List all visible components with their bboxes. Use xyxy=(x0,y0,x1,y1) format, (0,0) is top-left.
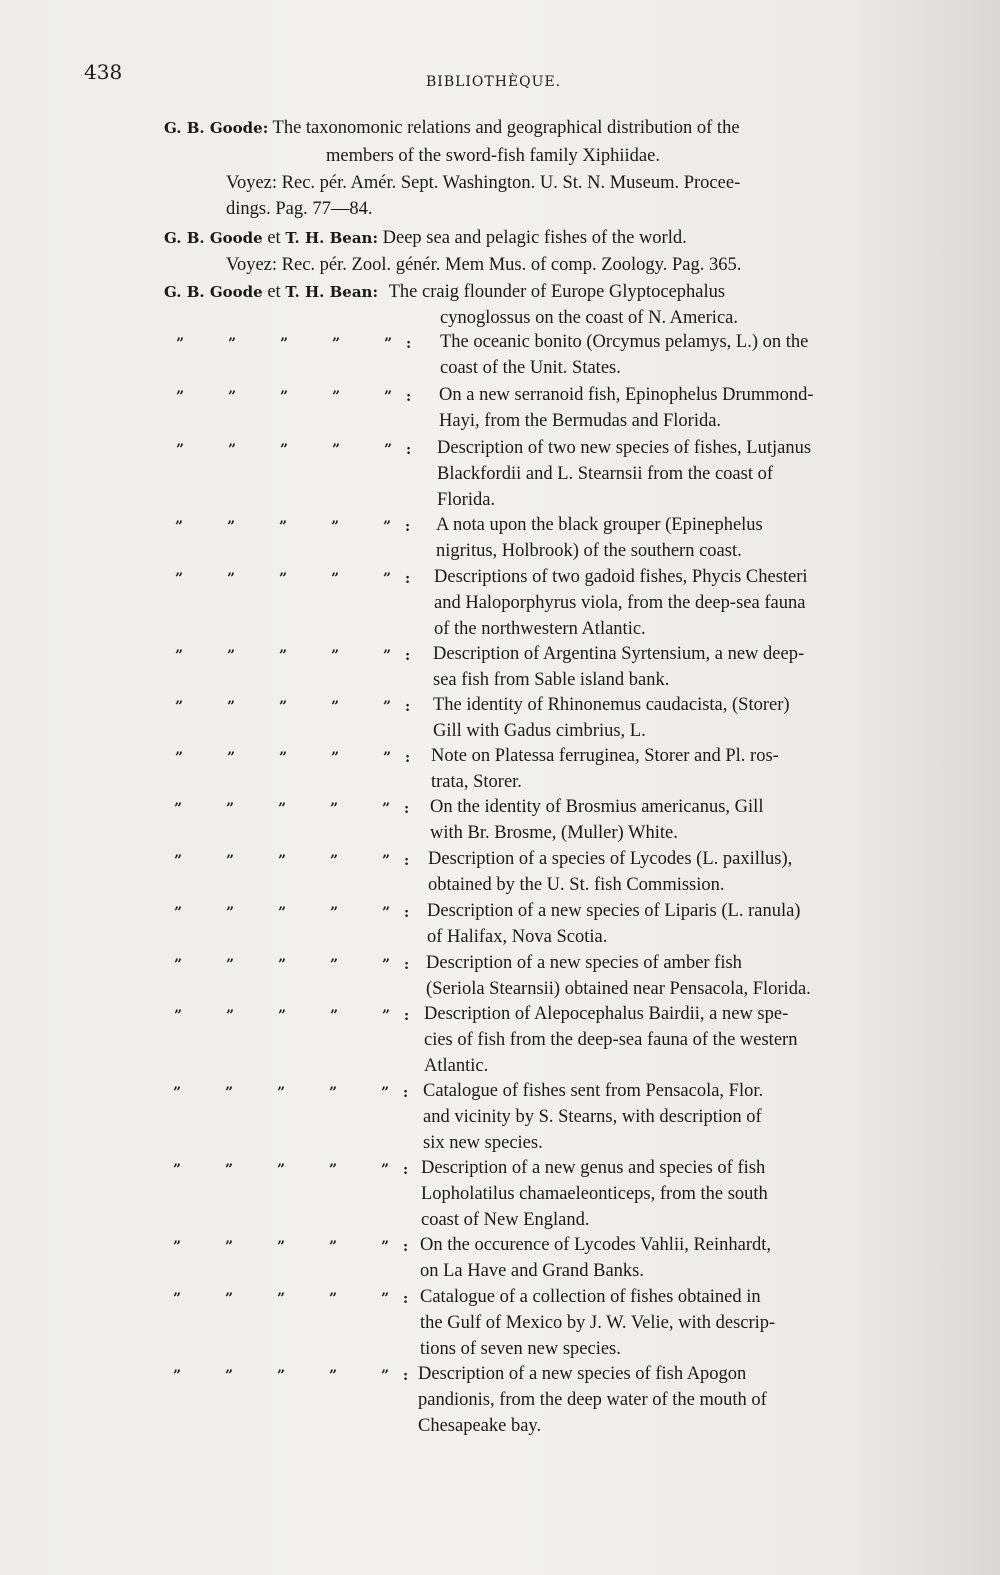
entry-title-line: Catalogue of a collection of fishes obtained in xyxy=(420,1287,761,1307)
ditto-mark: ” xyxy=(382,1008,391,1024)
ditto-mark: ” xyxy=(175,519,184,535)
entry-2-header xyxy=(164,228,687,249)
ditto-colon: : xyxy=(405,750,411,766)
entry-title-line: with Br. Brosme, (Muller) White. xyxy=(430,822,678,843)
ditto-mark: ” xyxy=(330,801,339,817)
entry-title-line: (Seriola Stearnsii) obtained near Pensacola, Florida. xyxy=(426,978,811,999)
ditto-mark: ” xyxy=(277,1085,286,1101)
ditto-mark: ” xyxy=(228,389,237,405)
ditto-marks xyxy=(174,853,456,869)
entry-title-line: cies of fish from the deep-sea fauna of the western xyxy=(424,1029,798,1050)
ditto-colon: : xyxy=(405,699,411,715)
entry-title-line: Note on Platessa ferruginea, Storer and Pl. ros- xyxy=(431,746,779,766)
ditto-mark: ” xyxy=(381,1085,390,1101)
ditto-marks xyxy=(175,648,457,664)
page-number: 438 xyxy=(84,60,123,84)
ditto-mark: ” xyxy=(330,957,339,973)
ditto-mark: ” xyxy=(332,336,341,352)
ditto-mark: ” xyxy=(173,1239,182,1255)
ditto-mark: ” xyxy=(226,801,235,817)
ditto-colon: : xyxy=(404,957,410,973)
entry-title-line: Description of Argentina Syrtensium, a new deep- xyxy=(433,644,805,664)
entry-title-line: A nota upon the black grouper (Epinephelus xyxy=(436,515,763,535)
entry-title-line: On a new serranoid fish, Epinophelus Drummond- xyxy=(439,385,814,405)
ditto-marks xyxy=(175,519,457,535)
ditto-marks xyxy=(173,1368,455,1384)
ditto-mark: ” xyxy=(280,336,289,352)
ditto-mark: ” xyxy=(278,957,287,973)
ditto-colon: : xyxy=(404,1008,410,1024)
entry-title-line: six new species. xyxy=(423,1132,543,1153)
ditto-mark: ” xyxy=(278,853,287,869)
ditto-mark: ” xyxy=(173,1085,182,1101)
ditto-mark: ” xyxy=(279,699,288,715)
entry-title-line: Hayi, from the Bermudas and Florida. xyxy=(439,410,722,431)
ditto-mark: ” xyxy=(331,750,340,766)
entry-title-line: and Haloporphyrus viola, from the deep-sea fauna xyxy=(434,592,806,613)
entry-title-line: the Gulf of Mexico by J. W. Velie, with descrip- xyxy=(420,1312,776,1333)
ditto-mark: ” xyxy=(227,699,236,715)
entry-title-line: Description of a new species of amber fish xyxy=(426,953,742,973)
ditto-mark: ” xyxy=(384,389,393,405)
ditto-colon: : xyxy=(403,1291,409,1307)
ditto-mark: ” xyxy=(176,442,185,458)
ditto-mark: ” xyxy=(383,519,392,535)
ditto-mark: ” xyxy=(277,1239,286,1255)
entry-title-line: Blackfordii and L. Stearnsii from the coast of xyxy=(437,463,773,484)
ditto-marks xyxy=(173,1085,455,1101)
ditto-mark: ” xyxy=(330,905,339,921)
ditto-mark: ” xyxy=(329,1085,338,1101)
ditto-mark: ” xyxy=(383,699,392,715)
entry-title-line: Lopholatilus chamaeleonticeps, from the south xyxy=(421,1183,768,1204)
ditto-mark: ” xyxy=(384,336,393,352)
ditto-mark: ” xyxy=(175,750,184,766)
entry-author: G. B. Goode: xyxy=(164,119,269,137)
ditto-colon: : xyxy=(406,336,412,352)
entry-3-header xyxy=(164,282,725,303)
ditto-mark: ” xyxy=(278,801,287,817)
ditto-mark: ” xyxy=(332,442,341,458)
ditto-mark: ” xyxy=(329,1291,338,1307)
ditto-mark: ” xyxy=(173,1291,182,1307)
entry-1-header xyxy=(164,118,740,139)
ditto-mark: ” xyxy=(225,1085,234,1101)
ditto-marks xyxy=(176,336,458,352)
running-head: BIBLIOTHÈQUE. xyxy=(426,74,562,90)
ditto-mark: ” xyxy=(329,1162,338,1178)
ditto-mark: ” xyxy=(174,1008,183,1024)
entry-title-line: The identity of Rhinonemus caudacista, (Storer) xyxy=(433,695,790,715)
ditto-mark: ” xyxy=(227,519,236,535)
entry-title-line: coast of the Unit. States. xyxy=(440,357,621,378)
ditto-colon: : xyxy=(404,853,410,869)
entry-title-line: Description of two new species of fishes, Lutjanus xyxy=(437,438,812,458)
ditto-mark: ” xyxy=(174,801,183,817)
ditto-mark: ” xyxy=(280,389,289,405)
ditto-mark: ” xyxy=(227,750,236,766)
ditto-marks xyxy=(174,1008,456,1024)
ditto-mark: ” xyxy=(173,1368,182,1384)
entry-author: T. H. Bean: xyxy=(285,283,378,301)
entry-title-line: Description of a new genus and species of fish xyxy=(421,1158,766,1178)
ditto-mark: ” xyxy=(329,1368,338,1384)
ditto-colon: : xyxy=(403,1368,409,1384)
ditto-mark: ” xyxy=(174,905,183,921)
entry-title-line: and vicinity by S. Stearns, with description of xyxy=(423,1106,762,1127)
entry-reference: Voyez: Rec. pér. Zool. génér. Mem Mus. of comp. Zoology. Pag. 365. xyxy=(226,255,742,275)
author-conjunction: et xyxy=(267,282,281,302)
ditto-mark: ” xyxy=(383,750,392,766)
entry-title-line: coast of New England. xyxy=(421,1209,590,1230)
ditto-mark: ” xyxy=(225,1291,234,1307)
ditto-marks xyxy=(175,571,457,587)
ditto-mark: ” xyxy=(278,1008,287,1024)
ditto-mark: ” xyxy=(331,699,340,715)
ditto-mark: ” xyxy=(383,571,392,587)
entry-title-line: Chesapeake bay. xyxy=(418,1415,542,1436)
ditto-mark: ” xyxy=(381,1239,390,1255)
entry-title-line: Description of a new species of Liparis (L. ranula) xyxy=(427,901,801,921)
entry-title-line: Catalogue of fishes sent from Pensacola, Flor. xyxy=(423,1081,764,1101)
ditto-marks xyxy=(176,389,458,405)
entry-title-line: Description of a species of Lycodes (L. paxillus), xyxy=(428,849,793,869)
ditto-marks xyxy=(175,750,457,766)
ditto-colon: : xyxy=(406,389,412,405)
ditto-mark: ” xyxy=(329,1239,338,1255)
ditto-mark: ” xyxy=(226,853,235,869)
ditto-mark: ” xyxy=(175,571,184,587)
ditto-mark: ” xyxy=(279,571,288,587)
entry-title-line: The taxonomonic relations and geographical distribution of the xyxy=(272,118,740,138)
ditto-marks xyxy=(174,957,456,973)
ditto-mark: ” xyxy=(279,750,288,766)
entry-title-line: Descriptions of two gadoid fishes, Phycis Chesteri xyxy=(434,567,808,587)
ditto-marks xyxy=(176,442,458,458)
entry-author: G. B. Goode xyxy=(164,229,263,247)
ditto-mark: ” xyxy=(175,699,184,715)
ditto-mark: ” xyxy=(175,648,184,664)
ditto-colon: : xyxy=(405,519,411,535)
ditto-colon: : xyxy=(405,648,411,664)
ditto-mark: ” xyxy=(332,389,341,405)
entry-title-line: On the identity of Brosmius americanus, Gill xyxy=(430,797,764,817)
ditto-colon: : xyxy=(404,905,410,921)
ditto-mark: ” xyxy=(330,853,339,869)
ditto-marks xyxy=(174,905,456,921)
ditto-mark: ” xyxy=(279,519,288,535)
ditto-mark: ” xyxy=(176,389,185,405)
ditto-mark: ” xyxy=(176,336,185,352)
ditto-mark: ” xyxy=(277,1368,286,1384)
entry-title-line: obtained by the U. St. fish Commission. xyxy=(428,874,725,895)
ditto-mark: ” xyxy=(227,571,236,587)
ditto-mark: ” xyxy=(174,853,183,869)
ditto-marks xyxy=(175,699,457,715)
ditto-mark: ” xyxy=(381,1162,390,1178)
entry-title-line: Description of Alepocephalus Bairdii, a new spe- xyxy=(424,1004,789,1024)
ditto-mark: ” xyxy=(331,519,340,535)
ditto-mark: ” xyxy=(227,648,236,664)
entry-title-line: pandionis, from the deep water of the mouth of xyxy=(418,1389,767,1410)
entry-author: T. H. Bean: xyxy=(285,229,378,247)
ditto-mark: ” xyxy=(382,957,391,973)
ditto-mark: ” xyxy=(383,648,392,664)
ditto-mark: ” xyxy=(225,1239,234,1255)
ditto-mark: ” xyxy=(330,1008,339,1024)
entry-title-line: Gill with Gadus cimbrius, L. xyxy=(433,720,646,741)
ditto-colon: : xyxy=(403,1239,409,1255)
ditto-colon: : xyxy=(405,571,411,587)
entry-title-line: The oceanic bonito (Orcymus pelamys, L.) on the xyxy=(440,332,809,352)
entry-author: G. B. Goode xyxy=(164,283,263,301)
ditto-mark: ” xyxy=(228,336,237,352)
entry-title-line: On the occurence of Lycodes Vahlii, Reinhardt, xyxy=(420,1235,772,1255)
entry-title-line: trata, Storer. xyxy=(431,771,522,792)
ditto-colon: : xyxy=(403,1162,409,1178)
entry-title-line: of the northwestern Atlantic. xyxy=(434,618,646,639)
ditto-mark: ” xyxy=(173,1162,182,1178)
entry-reference: Voyez: Rec. pér. Amér. Sept. Washington. U. St. N. Museum. Procee- xyxy=(226,173,741,193)
ditto-mark: ” xyxy=(226,957,235,973)
entry-title-line: Florida. xyxy=(437,489,496,510)
entry-title-line: Description of a new species of fish Apogon xyxy=(418,1364,747,1384)
ditto-marks xyxy=(173,1291,455,1307)
ditto-mark: ” xyxy=(331,571,340,587)
ditto-marks xyxy=(174,801,456,817)
ditto-mark: ” xyxy=(279,648,288,664)
entry-title-line: Atlantic. xyxy=(424,1055,489,1076)
ditto-marks xyxy=(173,1239,455,1255)
ditto-mark: ” xyxy=(228,442,237,458)
ditto-colon: : xyxy=(403,1085,409,1101)
ditto-mark: ” xyxy=(384,442,393,458)
entry-title-line: Deep sea and pelagic fishes of the world. xyxy=(382,228,687,248)
ditto-mark: ” xyxy=(381,1368,390,1384)
ditto-colon: : xyxy=(404,801,410,817)
ditto-mark: ” xyxy=(225,1368,234,1384)
entry-title-line: sea fish from Sable island bank. xyxy=(433,669,670,690)
ditto-marks xyxy=(173,1162,455,1178)
ditto-mark: ” xyxy=(331,648,340,664)
entry-title-line: members of the sword-fish family Xiphiidae. xyxy=(326,146,660,166)
ditto-mark: ” xyxy=(226,905,235,921)
ditto-mark: ” xyxy=(382,853,391,869)
ditto-mark: ” xyxy=(278,905,287,921)
entry-title-line: of Halifax, Nova Scotia. xyxy=(427,926,608,947)
entry-reference: dings. Pag. 77—84. xyxy=(226,199,373,219)
ditto-mark: ” xyxy=(381,1291,390,1307)
entry-title-line: nigritus, Holbrook) of the southern coast. xyxy=(436,540,742,561)
ditto-colon: : xyxy=(406,442,412,458)
ditto-mark: ” xyxy=(277,1162,286,1178)
ditto-mark: ” xyxy=(277,1291,286,1307)
entry-title-line: The craig flounder of Europe Glyptocephalus xyxy=(388,282,726,302)
ditto-mark: ” xyxy=(382,905,391,921)
entry-title-line: tions of seven new species. xyxy=(420,1338,621,1359)
entry-title-line: cynoglossus on the coast of N. America. xyxy=(440,308,738,328)
author-conjunction: et xyxy=(267,228,281,248)
ditto-mark: ” xyxy=(280,442,289,458)
ditto-mark: ” xyxy=(225,1162,234,1178)
ditto-mark: ” xyxy=(226,1008,235,1024)
entry-title-line: on La Have and Grand Banks. xyxy=(420,1260,644,1281)
ditto-mark: ” xyxy=(174,957,183,973)
ditto-mark: ” xyxy=(382,801,391,817)
